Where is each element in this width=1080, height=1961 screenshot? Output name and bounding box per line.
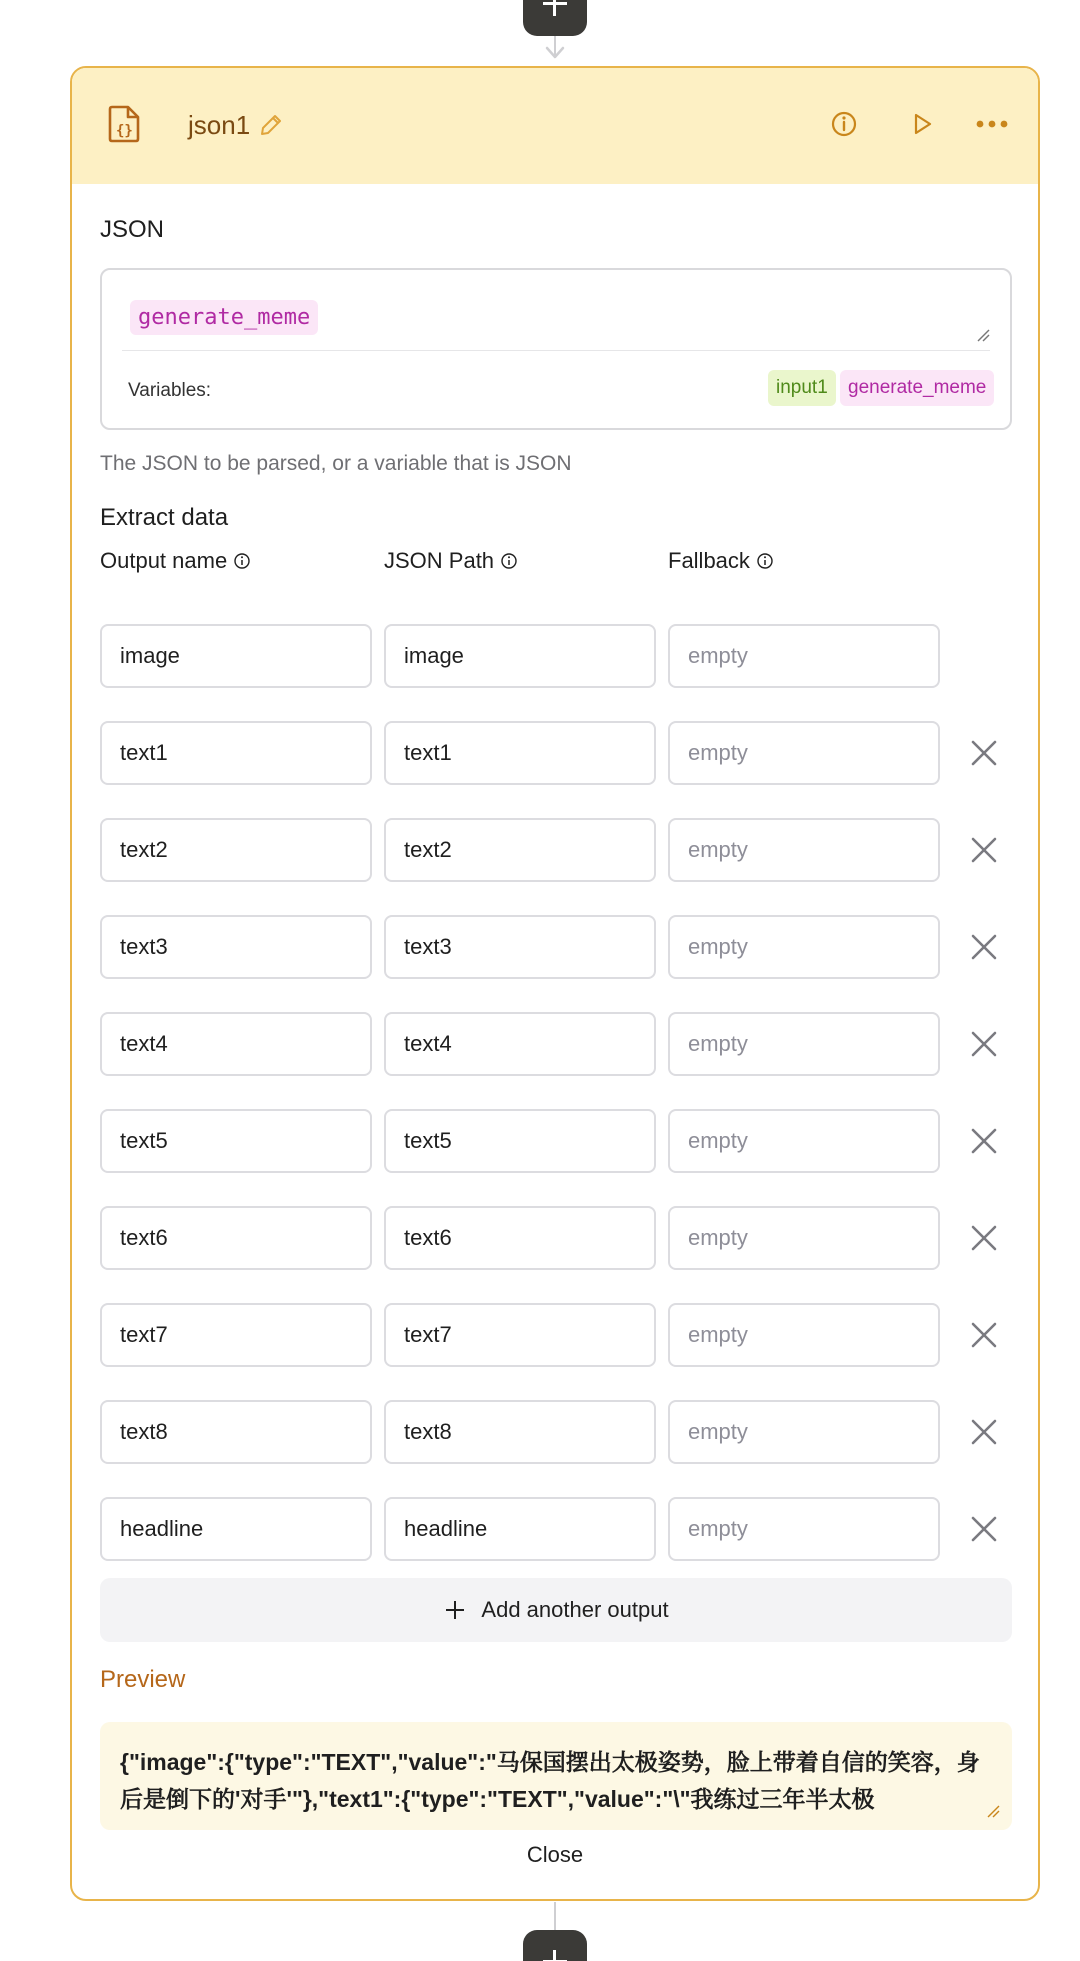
preview-content: {"image":{"type":"TEXT","value":"马保国摆出太极姿势，脸上带着自信的笑容，身后是倒下的'对手'"},"text1":{"type":"TEXT","value":"\"我练过三年半太极 xyxy=(120,1749,980,1812)
json-path-input[interactable]: text8 xyxy=(384,1400,656,1464)
fallback-input[interactable]: empty xyxy=(668,818,940,882)
fallback-input[interactable]: empty xyxy=(668,1400,940,1464)
more-icon xyxy=(975,119,1009,129)
info-icon xyxy=(830,110,858,138)
pencil-icon[interactable] xyxy=(258,112,284,138)
variables-label: Variables: xyxy=(128,380,212,401)
more-button[interactable] xyxy=(972,106,1012,142)
fallback-input[interactable]: empty xyxy=(668,915,940,979)
run-button[interactable] xyxy=(904,106,940,142)
add-node-button-bottom[interactable] xyxy=(523,1930,587,1961)
divider xyxy=(122,350,990,351)
json-path-input[interactable]: headline xyxy=(384,1497,656,1561)
remove-row-icon[interactable] xyxy=(968,1513,1000,1545)
remove-row-icon[interactable] xyxy=(968,1125,1000,1157)
output-name-input[interactable]: text7 xyxy=(100,1303,372,1367)
fallback-input[interactable]: empty xyxy=(668,1109,940,1173)
json-file-icon xyxy=(106,104,142,144)
column-header-output-name: Output name xyxy=(100,548,251,574)
add-node-button-top[interactable] xyxy=(523,0,587,36)
fallback-input[interactable]: empty xyxy=(668,1497,940,1561)
output-name-input[interactable]: text5 xyxy=(100,1109,372,1173)
json-path-input[interactable]: text3 xyxy=(384,915,656,979)
output-name-input[interactable]: text2 xyxy=(100,818,372,882)
remove-row-icon[interactable] xyxy=(968,1028,1000,1060)
extract-data-label: Extract data xyxy=(100,504,229,531)
svg-text:{}: {} xyxy=(116,123,133,139)
info-icon[interactable] xyxy=(500,552,518,570)
info-icon[interactable] xyxy=(756,552,774,570)
close-button[interactable]: Close xyxy=(526,1842,584,1867)
resize-grip-icon[interactable] xyxy=(976,328,990,342)
resize-grip-icon[interactable] xyxy=(986,1804,1000,1818)
remove-row-icon[interactable] xyxy=(968,1222,1000,1254)
output-name-input[interactable]: text8 xyxy=(100,1400,372,1464)
node-header xyxy=(72,68,1038,184)
output-name-input[interactable]: text6 xyxy=(100,1206,372,1270)
remove-row-icon[interactable] xyxy=(968,737,1000,769)
fallback-input[interactable]: empty xyxy=(668,624,940,688)
json-input[interactable] xyxy=(100,268,1012,430)
info-icon[interactable] xyxy=(233,552,251,570)
output-name-input[interactable]: headline xyxy=(100,1497,372,1561)
remove-row-icon[interactable] xyxy=(968,834,1000,866)
preview-box[interactable] xyxy=(100,1722,1012,1830)
output-name-input[interactable]: text3 xyxy=(100,915,372,979)
remove-row-icon[interactable] xyxy=(968,1319,1000,1351)
play-icon xyxy=(909,111,935,137)
json-path-input[interactable]: text1 xyxy=(384,721,656,785)
fallback-input[interactable]: empty xyxy=(668,1303,940,1367)
column-header-json-path: JSON Path xyxy=(384,548,518,574)
output-name-input[interactable]: image xyxy=(100,624,372,688)
json-node-card xyxy=(70,66,1040,1901)
output-name-input[interactable]: text4 xyxy=(100,1012,372,1076)
json-path-input[interactable]: text4 xyxy=(384,1012,656,1076)
json-path-input[interactable]: image xyxy=(384,624,656,688)
connector-line-bottom xyxy=(554,1902,556,1932)
variable-chip-input1[interactable]: input1 xyxy=(768,370,836,406)
remove-row-icon[interactable] xyxy=(968,1416,1000,1448)
node-title: json1 xyxy=(188,110,251,140)
json-path-input[interactable]: text2 xyxy=(384,818,656,882)
remove-row-icon[interactable] xyxy=(968,931,1000,963)
column-header-fallback: Fallback xyxy=(668,548,774,574)
json-path-input[interactable]: text5 xyxy=(384,1109,656,1173)
output-name-input[interactable]: text1 xyxy=(100,721,372,785)
arrow-down-icon xyxy=(545,45,565,61)
json-path-input[interactable]: text6 xyxy=(384,1206,656,1270)
add-output-button[interactable] xyxy=(100,1578,1012,1642)
json-label: JSON xyxy=(100,216,165,243)
json-value-chip: generate_meme xyxy=(130,300,318,335)
info-button[interactable] xyxy=(826,106,862,142)
preview-label: Preview xyxy=(100,1666,186,1693)
variable-chip-generate-meme[interactable]: generate_meme xyxy=(840,370,994,406)
fallback-input[interactable]: empty xyxy=(668,1206,940,1270)
add-output-label: Add another output xyxy=(481,1597,669,1622)
fallback-input[interactable]: empty xyxy=(668,1012,940,1076)
json-helper-text: The JSON to be parsed, or a variable that is JSON xyxy=(100,452,572,475)
fallback-input[interactable]: empty xyxy=(668,721,940,785)
json-path-input[interactable]: text7 xyxy=(384,1303,656,1367)
plus-icon xyxy=(443,1598,467,1622)
